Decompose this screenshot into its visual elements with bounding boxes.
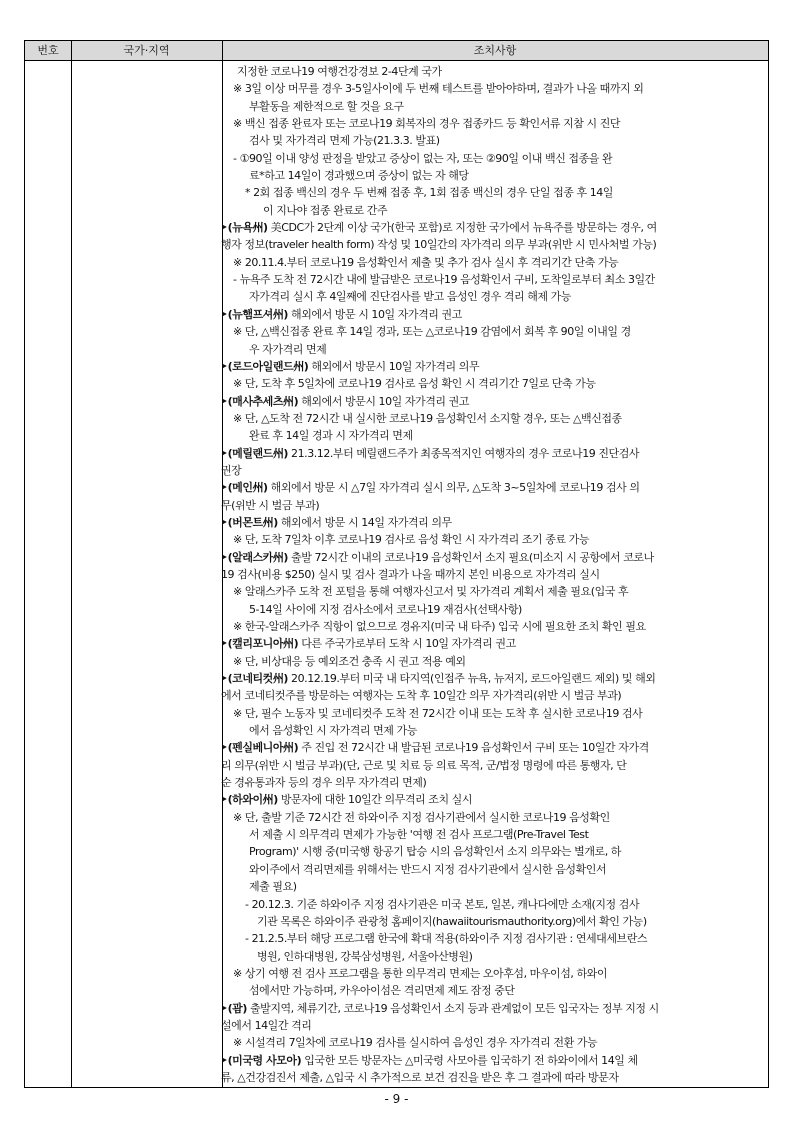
text-line <box>221 896 759 913</box>
region-label: ‣(하와이州) <box>221 793 278 807</box>
header-measures: 조치사항 <box>473 44 517 57</box>
text-line <box>221 566 759 583</box>
region-label: ‣(캘리포니아州) <box>221 637 299 651</box>
line-text: 19 검사(비용 $250) 실시 및 검사 결과가 나올 때까지 본인 비용으로 자가격리 실시 <box>221 567 600 581</box>
text-line <box>221 861 759 878</box>
text-line <box>221 323 759 340</box>
text-line <box>221 809 759 826</box>
line-text: 제출 필요) <box>249 880 297 894</box>
text-line <box>221 462 759 479</box>
text-line <box>221 219 759 236</box>
line-text: ※ 단, 도착 7일차 이후 코로나19 검사로 음성 확인 시 자가격리 조기 종료 가능 <box>233 533 589 547</box>
text-line <box>221 98 759 115</box>
line-text: 섬에서만 가능하며, 카우아이섬은 격리면제 제도 잠정 중단 <box>249 984 515 998</box>
text-line <box>221 930 759 947</box>
text-line <box>221 497 759 514</box>
line-text: 에서 음성확인 시 자가격리 면제 가능 <box>249 724 417 738</box>
line-text: 美CDC가 2단계 이상 국가(한국 포함)로 지정한 국가에서 뉴욕주를 방문하는 경우, 여 <box>267 221 657 235</box>
header-no: 번호 <box>37 44 59 57</box>
line-text: 지정한 코로나19 여행건강경보 2-4단계 국가 <box>237 65 442 78</box>
text-line <box>221 132 759 149</box>
region-label: ‣(메릴랜드州) <box>221 446 288 460</box>
region-label: ‣(뉴햄프셔州) <box>221 307 288 321</box>
text-line <box>221 306 759 323</box>
line-text: 류, △건강검진서 제출, △입국 시 추가적으로 보건 검진을 받은 후 그 결과에 따라 방문자 <box>221 1070 619 1084</box>
region-label: ‣(메인州) <box>221 481 268 495</box>
line-text: ※ 한국-알래스카주 직항이 없으므로 경유지(미국 내 타주) 입국 시에 필요한 조치 확인 필요 <box>233 620 646 633</box>
text-line <box>221 531 759 548</box>
line-text: ※ 20.11.4.부터 코로나19 음성확인서 제출 및 추가 검사 실시 후 격리기간 단축 가능 <box>233 255 619 269</box>
line-text: 리 의무(위반 시 벌금 부과)(단, 근로 및 치료 등 의료 목적, 군/법정 명령에 따른 통행자, 단 <box>221 758 627 772</box>
line-text: 이 지나야 접종 완료로 간주 <box>263 203 388 217</box>
region-label: ‣(코네티컷州) <box>221 672 288 686</box>
text-line <box>221 601 759 618</box>
column-divider <box>71 41 72 1087</box>
text-line <box>221 948 759 965</box>
text-line <box>221 1052 759 1069</box>
text-line <box>221 878 759 895</box>
text-line <box>221 583 759 600</box>
line-text: 해외에서 방문시 10일 자가격리 권고 <box>298 394 469 408</box>
region-label: ‣(버몬트州) <box>221 515 278 529</box>
text-line <box>221 167 759 184</box>
text-line <box>221 791 759 808</box>
line-text: 행자 정보(traveler health form) 작성 및 10일간의 자가격리 의무 부과(위반 시 민사처벌 가능) <box>221 238 657 252</box>
page-number: - 9 - <box>384 1092 409 1106</box>
text-line <box>221 479 759 496</box>
text-line <box>221 80 759 97</box>
line-text: 에서 코네티컷주를 방문하는 여행자는 도착 후 10일간 의무 자가격리(위반 시 벌금 부과) <box>221 689 622 703</box>
line-text: ※ 백신 접종 완료자 또는 코로나19 회복자의 경우 접종카드 등 확인서류 지참 시 진단 <box>233 117 621 131</box>
text-line <box>221 410 759 427</box>
line-text: 다른 주국가로부터 도착 시 10일 자가격리 권고 <box>298 637 516 651</box>
line-text: 20.12.19.부터 미국 내 타지역(인접주 뉴욕, 뉴저지, 로드아일랜드 제외) 및 해외 <box>288 672 656 686</box>
text-line <box>221 1069 759 1086</box>
line-text: ※ 시설격리 7일차에 코로나19 검사를 실시하여 음성인 경우 자가격리 전환 가능 <box>233 1036 598 1050</box>
line-text: 우 자가격리 면제 <box>249 342 327 356</box>
line-text: ※ 3일 이상 머무를 경우 3-5일사이에 두 번째 테스트를 받아야하며, 결과가 나올 때까지 외 <box>233 82 644 96</box>
line-text: - 21.2.5.부터 해당 프로그램 한국에 확대 적용(하와이주 지정 검사기관 : 연세대세브란스 <box>245 932 648 946</box>
line-text: ※ 단, 도착 후 5일차에 코로나19 검사로 음성 확인 시 격리기간 7일로 단축 가능 <box>233 377 596 391</box>
text-line <box>221 184 759 201</box>
header-region: 국가·지역 <box>123 44 170 57</box>
line-text: ※ 알래스카주 도착 전 포털을 통해 여행자신고서 및 자가격리 계획서 제출 필요(입국 후 <box>233 585 629 599</box>
line-text: ※ 단, 비상대응 등 예외조건 충족 시 권고 적용 예외 <box>233 654 466 668</box>
line-text: 해외에서 방문 시 14일 자가격리 의무 <box>277 515 452 529</box>
text-line <box>221 982 759 999</box>
text-line <box>221 341 759 358</box>
text-line <box>221 236 759 253</box>
text-line <box>221 393 759 410</box>
line-text: - ①90일 이내 양성 판정을 받았고 증상이 없는 자, 또는 ②90일 이내 백신 접종을 완 <box>233 151 613 165</box>
region-label: ‣(괌) <box>221 1001 247 1015</box>
line-text: 출발지역, 체류기간, 코로나19 음성확인서 소지 등과 관계없이 모든 입국자는 정부 지정 시 <box>246 1001 659 1015</box>
text-line <box>221 687 759 704</box>
line-text: 완료 후 14일 경과 시 자가격리 면제 <box>249 429 413 443</box>
text-line <box>221 445 759 462</box>
measures-content <box>221 63 759 1086</box>
line-text: 기관 목록은 하와이주 관광청 홈페이지(hawaiitourismauthority.org)에서 확인 가능) <box>257 914 647 928</box>
text-line <box>221 375 759 392</box>
text-line <box>221 635 759 652</box>
text-line <box>221 739 759 756</box>
text-line <box>221 1000 759 1017</box>
line-text: ※ 단, 필수 노동자 및 코네티컷주 도착 전 72시간 이내 또는 도착 후 실시한 코로나19 검사 <box>233 706 643 720</box>
line-text: 해외에서 방문 시 10일 자가격리 권고 <box>288 307 462 321</box>
region-label: ‣(매사추세츠州) <box>221 394 299 408</box>
line-text: 병원, 인하대병원, 강북삼성병원, 서울아산병원) <box>257 949 473 963</box>
line-text: 부활동을 제한적으로 할 것을 요구 <box>249 99 404 113</box>
text-line <box>221 358 759 375</box>
text-line <box>221 670 759 687</box>
line-text: - 20.12.3. 기준 하와이주 지정 검사기관은 미국 본토, 일본, 캐나다에만 소재(지정 검사 <box>245 897 640 911</box>
line-text: 해외에서 방문시 10일 자가격리 의무 <box>308 359 480 373</box>
line-text: 5-14일 사이에 지정 검사소에서 코로나19 재검사(선택사항) <box>249 602 522 616</box>
line-text: * 2회 접종 백신의 경우 두 번째 접종 후, 1회 접종 백신의 경우 단일 접종 후 14일 <box>245 186 613 200</box>
region-label: ‣(뉴욕州) <box>221 221 268 235</box>
line-text: 설에서 14일간 격리 <box>221 1018 312 1032</box>
line-text: 주 진입 전 72시간 내 발급된 코로나19 음성확인서 구비 또는 10일간 자가격 <box>298 741 649 755</box>
text-line <box>221 115 759 132</box>
line-text: ※ 단, △도착 전 72시간 내 실시한 코로나19 음성확인서 소지할 경우, 또는 △백신접종 <box>233 411 622 425</box>
text-line <box>221 774 759 791</box>
line-text: - 뉴욕주 도착 전 72시간 내에 발급받은 코로나19 음성확인서 구비, 도착일로부터 최소 3일간 <box>233 273 655 287</box>
text-line <box>221 757 759 774</box>
text-line <box>221 150 759 167</box>
text-line <box>221 843 759 860</box>
text-line <box>221 254 759 271</box>
line-text: 자가격리 실시 후 4일째에 진단검사를 받고 음성인 경우 격리 해제 가능 <box>249 290 571 304</box>
region-label: ‣(펜실베니아州) <box>221 741 299 755</box>
line-text: 검사 및 자가격리 면제 가능(21.3.3. 발표) <box>249 134 440 148</box>
text-line <box>221 514 759 531</box>
line-text: ※ 단, 출발 기준 72시간 전 하와이주 지정 검사기관에서 실시한 코로나19 음성확인 <box>233 810 610 824</box>
text-line <box>221 202 759 219</box>
line-text: 권장 <box>221 463 242 477</box>
text-line <box>221 722 759 739</box>
text-line <box>221 271 759 288</box>
text-line <box>221 826 759 843</box>
text-line <box>221 288 759 305</box>
text-line <box>221 653 759 670</box>
line-text: 료*하고 14일이 경과했으며 증상이 없는 자 해당 <box>249 169 469 183</box>
line-text: 출발 72시간 이내의 코로나19 음성확인서 소지 필요(미소지 시 공항에서 코로나 <box>288 550 654 564</box>
line-text: ※ 상기 여행 전 검사 프로그램을 통한 의무격리 면제는 오아후섬, 마우이섬, 하와이 <box>233 966 608 980</box>
text-line <box>221 1034 759 1051</box>
line-text: 서 제출 시 의무격리 면제가 가능한 '여행 전 검사 프로그램(Pre-Travel Test <box>249 828 589 842</box>
region-label: ‣(로드아일랜드州) <box>221 359 309 373</box>
region-label: ‣(알래스카州) <box>221 550 288 564</box>
line-text: 순 경유통과자 등의 경우 의무 자가격리 면제) <box>221 776 427 790</box>
text-line <box>221 549 759 566</box>
text-line <box>221 965 759 982</box>
line-text: Program)' 시행 중(미국행 항공기 탑승 시의 음성확인서 소지 의무와는 별개로, 하 <box>249 845 621 859</box>
text-line <box>221 63 759 80</box>
line-text: 방문자에 대한 10일간 의무격리 조치 실시 <box>277 793 473 807</box>
text-line <box>221 427 759 444</box>
line-text: 와이주에서 격리면제를 위해서는 반드시 지정 검사기관에서 실시한 음성확인서 <box>249 862 607 876</box>
text-line <box>221 618 759 635</box>
measures-table <box>24 40 769 1088</box>
text-line <box>221 705 759 722</box>
line-text: ※ 단, △백신접종 완료 후 14일 경과, 또는 △코로나19 감염에서 회복 후 90일 이내일 경 <box>233 325 631 339</box>
text-line <box>221 1017 759 1034</box>
line-text: 무(위반 시 벌금 부과) <box>221 498 320 512</box>
table-header <box>25 41 768 61</box>
text-line <box>221 913 759 930</box>
region-label: ‣(미국령 사모아) <box>221 1053 302 1067</box>
line-text: 21.3.12.부터 메릴랜드주가 최종목적지인 여행자의 경우 코로나19 진단검사 <box>288 446 640 460</box>
line-text: 입국한 모든 방문자는 △미국령 사모아를 입국하기 전 하와이에서 14일 체 <box>301 1053 638 1067</box>
line-text: 해외에서 방문 시 △7일 자가격리 실시 의무, △도착 3~5일차에 코로나19 검사 의 <box>267 481 640 495</box>
